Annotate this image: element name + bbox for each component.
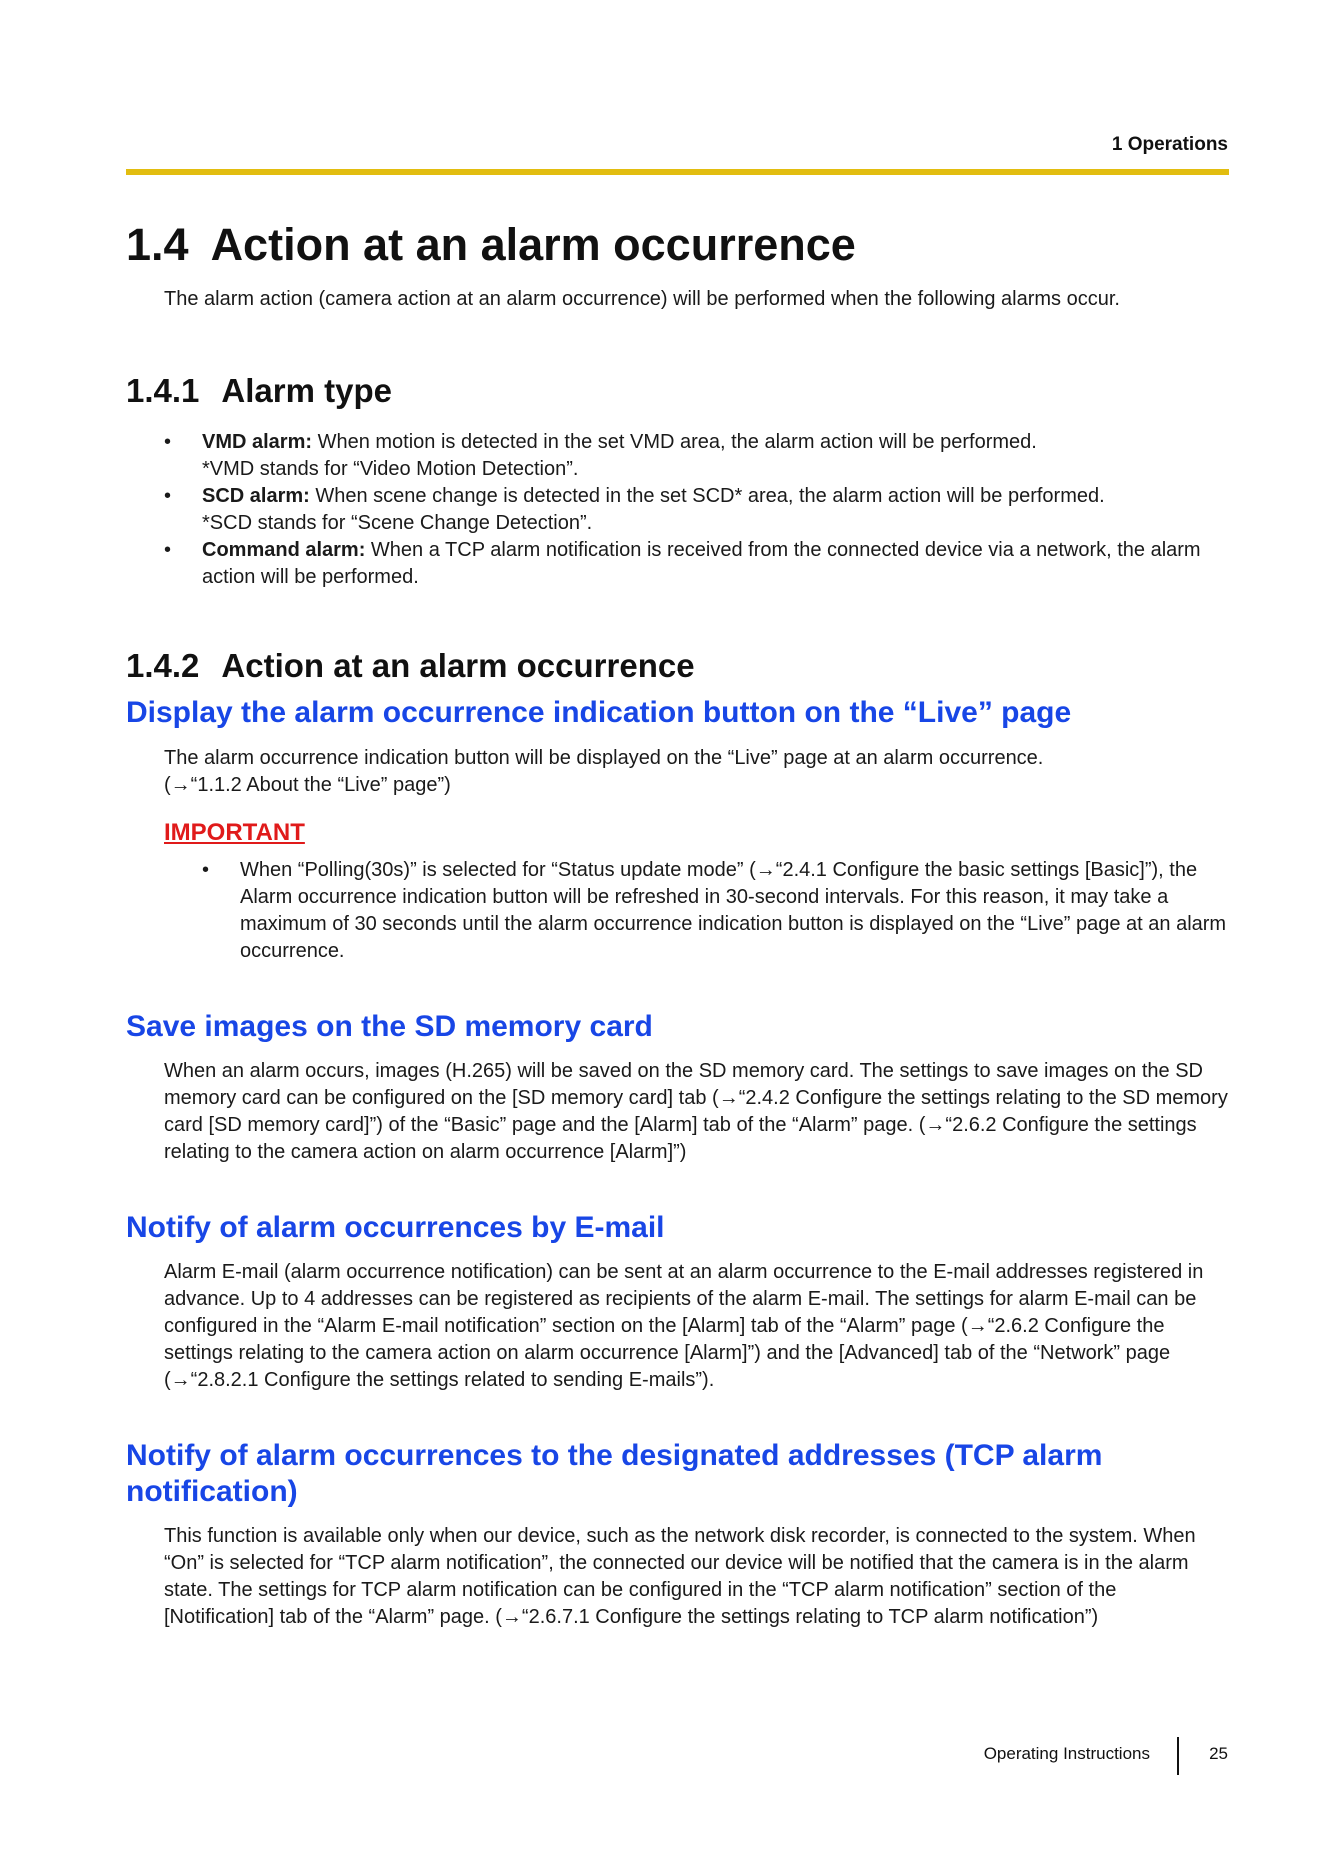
heading-save-sd: Save images on the SD memory card [126,1009,653,1043]
subsection-number: 1.4.1 [126,372,200,409]
display-reference: (→“1.1.2 About the “Live” page”) [164,773,451,796]
section-title [126,218,1229,272]
subsection-action-title [126,646,1229,686]
subsection-alarm-type-title [126,371,1229,411]
footer-doc-name: Operating Instructions [983,1744,1150,1763]
important-list [126,857,1229,965]
subsection-number: 1.4.2 [126,646,200,684]
list-item-text: When motion is detected in the set VMD area, the alarm action will be performed. [312,430,1037,453]
sd-paragraph: When an alarm occurs, images (H.265) will be saved on the SD memory card. The settings to save images on the SD memory card can be configured on the [SD memory card] tab (→“2.4.2 Configure the settings relating to the SD memory card [SD memory card]”) of the “Basic” page and the [Alarm] tab of the “Alarm” page. (→“2.6.2 Configure the settings relating to the camera action on alarm occurrence [Alarm]”) [164,1059,1228,1163]
subsection-title-text: Alarm type [221,372,392,409]
list-item [164,537,1229,591]
list-item: • When “Polling(30s)” is selected for “Status update mode” (→“2.4.1 Configure the basic settings [Basic]”), the Alarm occurrence indication button will be refreshed in 30-second intervals. For this reason, it may take a maximum of 30 seconds until the alarm occurrence indication button is displayed on the “Live” page at an alarm occurrence. [202,857,1229,965]
footer-divider [1177,1737,1179,1775]
heading-email: Notify of alarm occurrences by E-mail [126,1210,665,1244]
footer-page-number: 25 [1209,1744,1228,1763]
header-rule [126,169,1229,175]
section-number: 1.4 [126,219,189,270]
list-item-text: When a TCP alarm notification is received from the connected device via a network, the alarm action will be performed. [202,538,1201,588]
list-item-note: *SCD stands for “Scene Change Detection”. [202,511,593,534]
heading-display-button: Display the alarm occurrence indication button on the “Live” page [126,696,1072,730]
heading-tcp: Notify of alarm occurrences to the designated addresses (TCP alarm notification) [126,1439,1103,1508]
display-paragraph: The alarm occurrence indication button will be displayed on the “Live” page at an alarm occurrence. [164,746,1044,769]
list-item-term: Command alarm: [202,538,366,561]
subsection-title-text: Action at an alarm occurrence [221,646,695,684]
list-item-note: *VMD stands for “Video Motion Detection”. [202,457,579,480]
page-content [126,218,1229,1631]
running-header: 1 Operations [1111,134,1228,155]
email-paragraph: Alarm E-mail (alarm occurrence notification) can be sent at an alarm occurrence to the E-mail addresses registered in advance. Up to 4 addresses can be registered as recipients of the alarm E-mail. The settings for alarm E-mail can be configured in the “Alarm E-mail notification” section on the [Alarm] tab of the “Alarm” page (→“2.6.2 Configure the settings relating to the camera action on alarm occurrence [Alarm]”) and the [Advanced] tab of the “Network” page (→“2.8.2.1 Configure the settings related to sending E-mails”). [164,1261,1204,1392]
section-intro: The alarm action (camera action at an alarm occurrence) will be performed when the following alarms occur. [164,288,1120,310]
section-title-text: Action at an alarm occurrence [210,219,856,270]
tcp-paragraph: This function is available only when our device, such as the network disk recorder, is connected to the system. When “On” is selected for “TCP alarm notification”, the connected our device will be notified that the camera is in the alarm state. The settings for TCP alarm notification can be configured in the “TCP alarm notification” section of the [Notification] tab of the “Alarm” page. (→“2.6.7.1 Configure the settings relating to TCP alarm notification”) [164,1525,1196,1629]
list-item [164,483,1229,537]
list-item-term: VMD alarm: [202,430,313,453]
list-item [164,429,1229,483]
list-item-text: When scene change is detected in the set SCD* area, the alarm action will be performed. [309,484,1105,507]
important-label: IMPORTANT [164,818,305,846]
list-item-term: SCD alarm: [202,484,310,507]
alarm-type-list [126,429,1229,591]
